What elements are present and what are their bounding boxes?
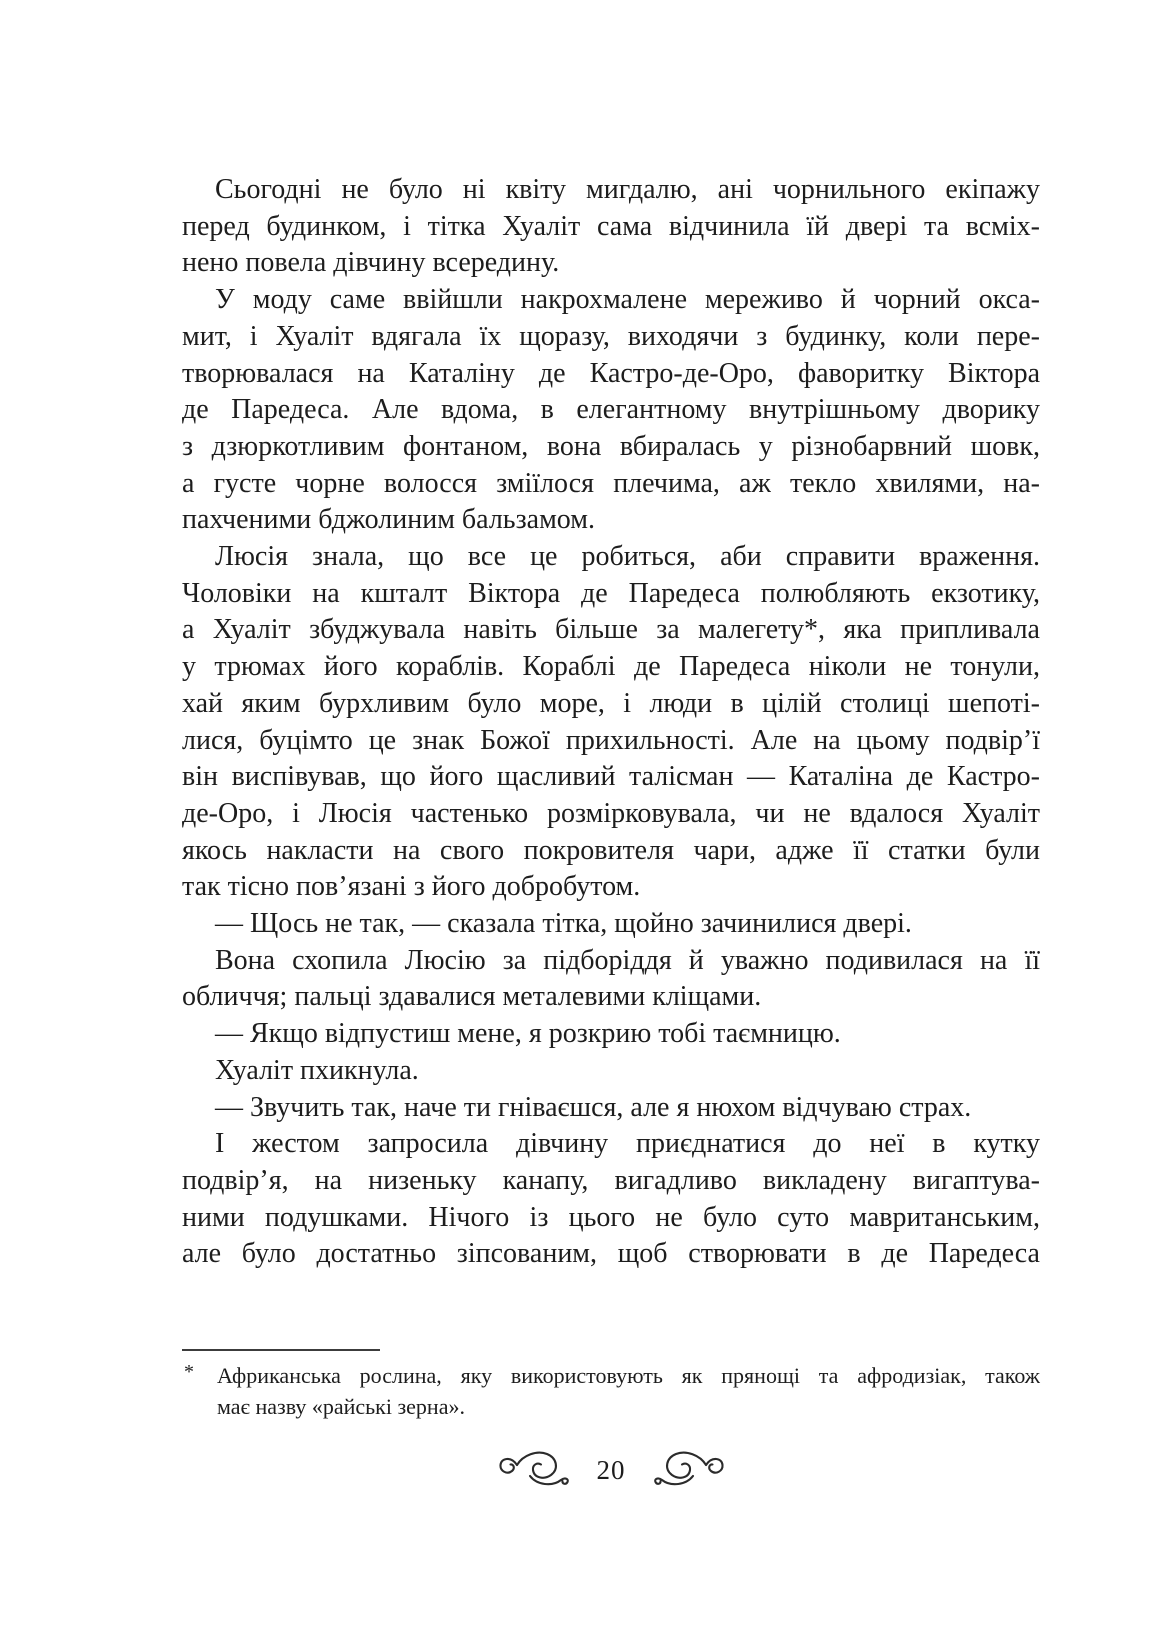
- footnote-divider: [182, 1349, 380, 1351]
- flourish-right-icon: [648, 1449, 726, 1493]
- footnote-line: має назву «райські зерна».: [217, 1394, 465, 1419]
- body-line: — Щось не так, — сказала тітка, щойно зачинилися двері.: [215, 908, 912, 940]
- body-line: Люсія знала, що все це робиться, аби справити враження.: [215, 541, 1040, 573]
- body-line: де Паредеса. Але вдома, в елегантному внутрішньому дворику: [182, 394, 1040, 426]
- paragraph: [182, 943, 1040, 1016]
- page-text: [182, 172, 1040, 1273]
- body-line: творювалася на Каталіну де Кастро-де-Оро, фаворитку Віктора: [182, 357, 1040, 389]
- flourish-left-icon: [497, 1449, 575, 1493]
- body-line: лися, буцімто це знак Божої прихильності. Але на цьому подвір’ї: [182, 724, 1040, 756]
- body-line: У моду саме ввійшли накрохмалене мереживо й чорний окса-: [215, 284, 1040, 316]
- paragraph-dialogue: [182, 1090, 1040, 1127]
- body-line: якось накласти на свого покровителя чари, адже її статки були: [182, 834, 1040, 866]
- footnote-asterisk-marker: *: [184, 1361, 194, 1383]
- body-line: пахченими бджолиним бальзамом.: [182, 504, 595, 536]
- body-line: Сьогодні не було ні квіту мигдалю, ані чорнильного екіпажу: [215, 174, 1040, 205]
- body-line: І жестом запросила дівчину приєднатися до неї в кутку: [215, 1128, 1040, 1160]
- body-line: обличчя; пальці здавалися металевими кліщами.: [182, 981, 762, 1013]
- body-line: подвір’я, на низеньку канапу, вигадливо викладену вигаптува-: [182, 1164, 1040, 1196]
- body-line: він виспівував, що його щасливий талісман — Каталіна де Кастро-: [182, 761, 1040, 793]
- body-line: у трюмах його кораблів. Кораблі де Паредеса ніколи не тонули,: [182, 651, 1040, 683]
- body-line: так тісно пов’язані з його добробутом.: [182, 871, 641, 903]
- body-line: а густе чорне волосся зміїлося плечима, аж текло хвилями, на-: [182, 467, 1040, 499]
- paragraph: [182, 539, 1040, 906]
- footnote: [182, 1360, 1040, 1422]
- paragraph-dialogue: [182, 1016, 1040, 1053]
- body-line: — Звучить так, наче ти гніваєшся, але я нюхом відчуваю страх.: [215, 1091, 972, 1123]
- body-line: нено повела дівчину всередину.: [182, 247, 560, 279]
- body-line: Чоловіки на кшталт Віктора де Паредеса полюбляють екзотику,: [182, 577, 1040, 609]
- body-line-with-footnote-ref: а Хуаліт збуджувала навіть більше за малегету*, яка припливала: [182, 614, 1040, 646]
- paragraph: [182, 1126, 1040, 1273]
- body-line: Вона схопила Люсію за підборіддя й уважно подивилася на її: [215, 944, 1040, 976]
- body-line: хай яким бурхливим було море, і люди в цілій столиці шепоті-: [182, 687, 1040, 719]
- body-line: перед будинком, і тітка Хуаліт сама відчинила їй двері та всміх-: [182, 210, 1040, 242]
- paragraph-dialogue: [182, 906, 1040, 943]
- body-line: ними подушками. Нічого із цього не було суто мавританським,: [182, 1201, 1040, 1233]
- footnote-text: [217, 1360, 1040, 1422]
- body-line: але було достатньо зіпсованим, щоб створювати в де Паредеса: [182, 1238, 1040, 1270]
- footnote-line: Африканська рослина, яку використовують як прянощі та афродизіак, також: [217, 1363, 1040, 1388]
- body-line: де-Оро, і Люсія частенько розмірковувала, чи не вдалося Хуаліт: [182, 797, 1040, 829]
- page-number: 20: [596, 1454, 626, 1485]
- paragraph: [182, 172, 1040, 282]
- body-line: з дзюркотливим фонтаном, вона вбиралась у різнобарвний шовк,: [182, 430, 1040, 462]
- body-line: — Якщо відпустиш мене, я розкрию тобі таємницю.: [215, 1018, 841, 1050]
- body-line: мит, і Хуаліт вдягала їх щоразу, виходячи з будинку, коли пере-: [182, 320, 1040, 352]
- paragraph: [182, 282, 1040, 539]
- body-line: Хуаліт пхикнула.: [215, 1054, 419, 1086]
- paragraph: [182, 1053, 1040, 1090]
- page-footer: [182, 1446, 1040, 1496]
